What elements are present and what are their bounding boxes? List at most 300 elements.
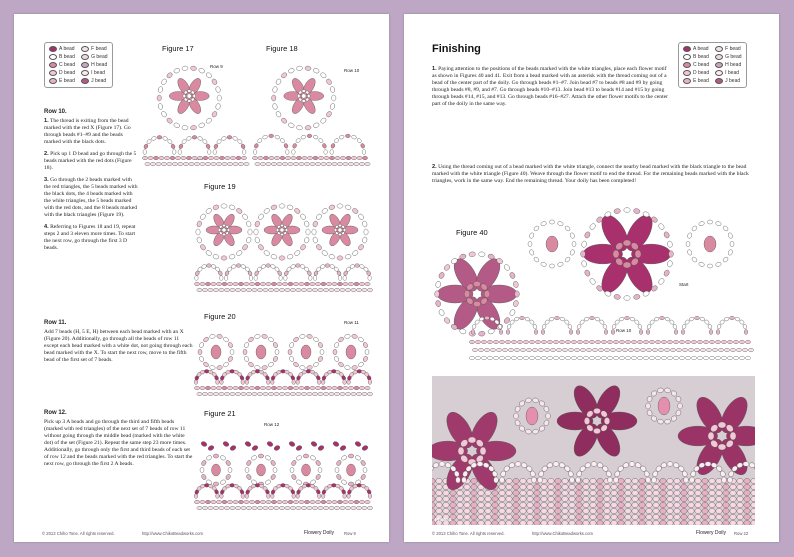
bead bbox=[166, 72, 173, 79]
bead bbox=[737, 478, 743, 483]
bead bbox=[506, 324, 511, 330]
legend-item bbox=[81, 46, 107, 52]
bead bbox=[674, 478, 680, 483]
bead bbox=[315, 460, 321, 467]
bead bbox=[340, 156, 345, 160]
legend-item bbox=[715, 78, 741, 84]
bead bbox=[200, 386, 205, 390]
bead bbox=[611, 514, 617, 519]
bead bbox=[709, 496, 715, 501]
bead bbox=[532, 397, 539, 403]
bead bbox=[679, 340, 684, 344]
bead bbox=[358, 336, 365, 343]
bead bbox=[716, 330, 720, 335]
bead bbox=[225, 156, 230, 160]
bead bbox=[321, 282, 326, 286]
bead bbox=[613, 356, 618, 360]
bead bbox=[157, 95, 161, 101]
bead bbox=[313, 122, 320, 128]
bead bbox=[681, 484, 687, 489]
bead bbox=[443, 490, 449, 495]
bead bbox=[263, 207, 270, 214]
bead bbox=[744, 514, 750, 519]
bead bbox=[675, 395, 682, 402]
bead bbox=[295, 445, 302, 452]
bead bbox=[534, 502, 540, 507]
bead bbox=[597, 502, 603, 507]
bead bbox=[457, 496, 463, 501]
legend-item bbox=[683, 78, 709, 84]
bead bbox=[337, 282, 342, 286]
bead bbox=[655, 356, 660, 360]
bead bbox=[308, 276, 312, 281]
bead bbox=[653, 484, 659, 489]
bead bbox=[565, 340, 570, 344]
bead bbox=[635, 250, 641, 258]
bead bbox=[625, 478, 631, 483]
bead bbox=[439, 462, 445, 467]
left-footer-url[interactable]: http://www.ChikoBeadworks.com bbox=[142, 531, 203, 536]
bead bbox=[249, 500, 254, 504]
bead bbox=[321, 386, 326, 390]
bead bbox=[330, 150, 334, 155]
legend-item bbox=[49, 78, 75, 84]
bead bbox=[299, 162, 304, 166]
bead bbox=[337, 386, 342, 390]
bead bbox=[229, 445, 236, 452]
bead bbox=[359, 386, 364, 390]
bead bbox=[213, 482, 219, 486]
bead bbox=[658, 277, 666, 285]
bead bbox=[569, 232, 575, 239]
legend-item bbox=[683, 62, 709, 68]
bead bbox=[471, 478, 477, 483]
bead bbox=[653, 502, 659, 507]
bead bbox=[529, 356, 534, 360]
start-label: Start bbox=[679, 282, 689, 287]
bead bbox=[618, 502, 624, 507]
bead bbox=[241, 506, 246, 510]
bead bbox=[502, 348, 507, 352]
bead bbox=[301, 288, 306, 292]
bead bbox=[318, 467, 322, 473]
bead bbox=[739, 319, 745, 325]
bead bbox=[288, 122, 295, 128]
bead bbox=[230, 392, 235, 396]
bead bbox=[219, 276, 223, 281]
bead bbox=[595, 340, 600, 344]
bead bbox=[658, 348, 663, 352]
bead bbox=[161, 162, 166, 166]
figure-19-caption: Figure 19 bbox=[204, 182, 236, 191]
bead bbox=[604, 348, 609, 352]
bead bbox=[646, 330, 650, 335]
bead bbox=[300, 135, 306, 140]
bead bbox=[716, 324, 721, 330]
bead bbox=[272, 342, 278, 349]
bead bbox=[697, 340, 702, 344]
bead bbox=[443, 317, 451, 325]
bead bbox=[293, 336, 300, 343]
legend-item bbox=[715, 70, 741, 76]
bead bbox=[304, 500, 309, 504]
bead bbox=[667, 502, 673, 507]
bead bbox=[306, 334, 312, 339]
bead bbox=[569, 330, 573, 335]
bead bbox=[533, 225, 540, 232]
legend-item bbox=[683, 54, 709, 60]
figure-18-caption: Figure 18 bbox=[266, 44, 298, 53]
bead bbox=[464, 514, 470, 519]
bead bbox=[211, 282, 216, 286]
bead bbox=[660, 520, 666, 525]
legend-label: G bead bbox=[91, 54, 108, 60]
bead bbox=[273, 445, 280, 452]
bead bbox=[337, 204, 343, 208]
photo-1-image bbox=[432, 376, 755, 525]
bead bbox=[526, 407, 538, 425]
bead bbox=[313, 67, 320, 73]
bead bbox=[450, 502, 456, 507]
bead bbox=[225, 460, 231, 467]
bead bbox=[506, 330, 510, 335]
bead bbox=[187, 100, 191, 103]
bead bbox=[709, 514, 715, 519]
bead bbox=[464, 502, 470, 507]
bead bbox=[632, 490, 638, 495]
bead bbox=[650, 390, 658, 397]
bead bbox=[348, 386, 353, 390]
bead bbox=[744, 490, 750, 495]
bead bbox=[674, 502, 680, 507]
bead bbox=[688, 520, 694, 525]
bead bbox=[282, 386, 287, 390]
bead bbox=[268, 506, 273, 510]
bead bbox=[721, 356, 726, 360]
bead bbox=[153, 156, 158, 160]
bead bbox=[664, 348, 669, 352]
bead bbox=[346, 156, 351, 160]
bead bbox=[569, 249, 575, 256]
bead bbox=[667, 484, 673, 489]
bead bbox=[590, 478, 596, 483]
bead bbox=[619, 316, 625, 321]
bead bbox=[161, 78, 168, 85]
bead bbox=[748, 348, 753, 352]
bead bbox=[170, 143, 175, 149]
bead bbox=[751, 484, 755, 489]
bead bbox=[535, 356, 540, 360]
bead bbox=[249, 386, 254, 390]
bead bbox=[734, 316, 740, 321]
bead bbox=[737, 490, 743, 495]
bead bbox=[200, 467, 204, 473]
bead bbox=[534, 484, 540, 489]
bead bbox=[576, 502, 582, 507]
bead bbox=[305, 66, 312, 71]
bead bbox=[289, 342, 295, 349]
bead bbox=[513, 508, 519, 513]
bead bbox=[356, 506, 361, 510]
bead bbox=[688, 490, 694, 495]
bead bbox=[543, 419, 550, 426]
bead bbox=[583, 478, 589, 483]
bead bbox=[667, 520, 673, 525]
bead bbox=[639, 478, 645, 483]
bead bbox=[318, 392, 323, 396]
row-10-instructions: Row 10. 1. The thread is exiting from the bead marked with the red X (Figure 17). Go through beads #1–#9 and the beads marked with the black dots. 2. Pick up 1 D bead and go through the 5 beads marked with the red dots (Figure 18). 3. Go through the 2 beads marked with the red triangles, the 5 beads marked with the black dots, the 4 beads marked with the white triangles, the 5 beads marked with the red dots, and the 8 beads marked with the black triangles (Figure 19). 4. Referring to Figures 18 and 19, repeat steps 2 and 3 eleven more times. To start the next row, go through the first 3 D beads. bbox=[44, 109, 138, 251]
bead-swatch-icon bbox=[715, 54, 723, 60]
bead bbox=[727, 356, 732, 360]
bead bbox=[499, 356, 504, 360]
bead bbox=[299, 386, 304, 390]
bead bbox=[344, 334, 350, 339]
bead bbox=[549, 316, 555, 321]
bead bbox=[296, 506, 301, 510]
bead bbox=[591, 462, 597, 467]
bead bbox=[471, 496, 477, 501]
bead bbox=[310, 455, 317, 461]
figure-17-caption: Figure 17 bbox=[162, 44, 194, 53]
bead bbox=[557, 221, 564, 227]
bead bbox=[329, 156, 334, 160]
bead bbox=[709, 484, 715, 489]
bead bbox=[534, 508, 540, 513]
bead bbox=[362, 356, 368, 363]
bead bbox=[469, 356, 474, 360]
bead bbox=[625, 520, 631, 525]
bead bbox=[590, 484, 596, 489]
legend-label: B bead bbox=[693, 54, 709, 60]
bead bbox=[330, 143, 335, 149]
bead bbox=[744, 330, 748, 335]
bead bbox=[332, 441, 339, 448]
bead bbox=[284, 276, 288, 281]
bead bbox=[718, 444, 726, 450]
bead bbox=[167, 139, 173, 145]
bead bbox=[313, 156, 318, 160]
bead bbox=[208, 506, 213, 510]
bead bbox=[471, 330, 475, 335]
bead bbox=[674, 496, 680, 501]
bead bbox=[584, 316, 590, 321]
bead bbox=[227, 162, 232, 166]
bead bbox=[432, 484, 435, 489]
bead bbox=[227, 282, 232, 286]
bead bbox=[216, 334, 222, 339]
bead bbox=[213, 454, 219, 458]
bead bbox=[513, 478, 519, 483]
bead bbox=[614, 294, 621, 300]
bead bbox=[702, 496, 708, 501]
bead bbox=[584, 269, 591, 277]
bead bbox=[541, 508, 547, 513]
bead bbox=[287, 204, 294, 210]
bead bbox=[266, 264, 271, 268]
bead bbox=[524, 316, 530, 321]
bead bbox=[715, 340, 720, 344]
bead bbox=[307, 506, 312, 510]
bead bbox=[590, 514, 596, 519]
right-footer-url[interactable]: http://www.ChikoBeadworks.com bbox=[532, 531, 593, 536]
bead bbox=[739, 356, 744, 360]
bead bbox=[241, 156, 246, 160]
bead bbox=[283, 143, 288, 149]
bead bbox=[258, 454, 264, 458]
bead bbox=[310, 162, 315, 166]
bead bbox=[534, 330, 538, 335]
bead bbox=[345, 254, 352, 260]
bead bbox=[334, 356, 340, 363]
bead bbox=[321, 249, 328, 256]
bead bbox=[737, 520, 743, 525]
bead bbox=[660, 496, 666, 501]
bead bbox=[667, 260, 673, 267]
bead bbox=[506, 478, 512, 483]
bead bbox=[432, 478, 435, 483]
bead bbox=[310, 500, 315, 504]
row-10-step-3: Go through the 2 beads marked with the red triangles, the 5 beads marked with the black dots, the 4 beads marked with the white triangles, the 5 beads marked with the red dots, and the 8 beads marked with the black triangles (Figure 19). bbox=[44, 177, 138, 218]
bead bbox=[514, 419, 521, 426]
bead bbox=[232, 136, 238, 141]
bead bbox=[689, 316, 695, 321]
bead bbox=[660, 478, 666, 483]
bead bbox=[727, 249, 733, 256]
bead bbox=[293, 162, 298, 166]
bead bbox=[360, 460, 366, 467]
bead-swatch-icon bbox=[715, 46, 723, 52]
bead bbox=[329, 392, 334, 396]
bead bbox=[643, 356, 648, 360]
row-12-label: Row 12 bbox=[264, 422, 280, 427]
bead bbox=[230, 288, 235, 292]
bead bbox=[730, 432, 736, 440]
legend-label: E bead bbox=[693, 78, 709, 84]
bead bbox=[443, 502, 449, 507]
bead bbox=[285, 150, 289, 155]
bead bbox=[464, 508, 470, 513]
bead bbox=[492, 496, 498, 501]
bead bbox=[583, 502, 589, 507]
bead bbox=[143, 143, 148, 149]
bead bbox=[248, 361, 255, 368]
bead bbox=[646, 490, 652, 495]
bead bbox=[245, 467, 249, 473]
bead bbox=[347, 464, 356, 476]
bead bbox=[691, 340, 696, 344]
bead bbox=[290, 506, 295, 510]
legend-label: A bead bbox=[693, 46, 709, 52]
bead bbox=[727, 340, 732, 344]
bead bbox=[260, 500, 265, 504]
bead bbox=[618, 484, 624, 489]
bead bbox=[541, 340, 546, 344]
bead bbox=[538, 425, 546, 432]
bead bbox=[583, 356, 588, 360]
bead bbox=[576, 508, 582, 513]
bead bbox=[280, 138, 286, 144]
bead bbox=[321, 500, 326, 504]
bead bbox=[697, 356, 702, 360]
bead bbox=[669, 251, 674, 257]
bead bbox=[156, 162, 161, 166]
bead bbox=[569, 520, 575, 525]
bead bbox=[639, 508, 645, 513]
row-12-heading: Row 12. bbox=[44, 410, 67, 416]
bead bbox=[323, 392, 328, 396]
bead bbox=[269, 156, 274, 160]
bead bbox=[201, 460, 207, 467]
bead bbox=[623, 262, 631, 268]
bead bbox=[472, 348, 477, 352]
bead bbox=[216, 494, 220, 499]
bead bbox=[222, 224, 225, 227]
bead bbox=[597, 508, 603, 513]
bead bbox=[471, 514, 477, 519]
bead bbox=[260, 162, 265, 166]
bead bbox=[583, 340, 588, 344]
bead bbox=[362, 220, 368, 227]
bead bbox=[205, 249, 212, 256]
bead bbox=[559, 340, 564, 344]
bead bbox=[682, 348, 687, 352]
bead bbox=[213, 506, 218, 510]
bead bbox=[639, 490, 645, 495]
bead bbox=[478, 252, 485, 258]
bead bbox=[266, 386, 271, 390]
bead bbox=[248, 336, 255, 343]
bead bbox=[277, 386, 282, 390]
bead bbox=[299, 244, 306, 251]
bead bbox=[557, 261, 564, 267]
bead bbox=[723, 520, 729, 525]
bead bbox=[529, 340, 534, 344]
bead bbox=[197, 136, 203, 141]
bead bbox=[227, 136, 232, 140]
bead bbox=[508, 348, 513, 352]
legend-item bbox=[49, 54, 75, 60]
bead bbox=[222, 386, 227, 390]
bead bbox=[254, 237, 260, 244]
bead bbox=[339, 445, 346, 452]
bead bbox=[351, 334, 357, 339]
bead bbox=[293, 282, 298, 286]
bead bbox=[745, 340, 750, 344]
bead bbox=[590, 502, 596, 507]
bead bbox=[175, 156, 180, 160]
bead bbox=[555, 316, 560, 320]
bead bbox=[208, 392, 213, 396]
bead bbox=[207, 150, 211, 155]
bead bbox=[318, 288, 323, 292]
bead bbox=[553, 462, 559, 467]
bead bbox=[614, 319, 620, 325]
bead bbox=[590, 508, 596, 513]
bead bbox=[254, 220, 260, 227]
bead bbox=[695, 316, 700, 320]
bead bbox=[547, 340, 552, 344]
finishing-title: Finishing bbox=[432, 43, 481, 55]
bead bbox=[356, 138, 362, 144]
bead bbox=[251, 455, 258, 461]
bead bbox=[595, 356, 600, 360]
bead bbox=[527, 502, 533, 507]
bead bbox=[688, 508, 694, 513]
bead bbox=[197, 288, 202, 292]
bead bbox=[564, 225, 571, 232]
bead bbox=[681, 324, 686, 330]
bead bbox=[478, 348, 483, 352]
